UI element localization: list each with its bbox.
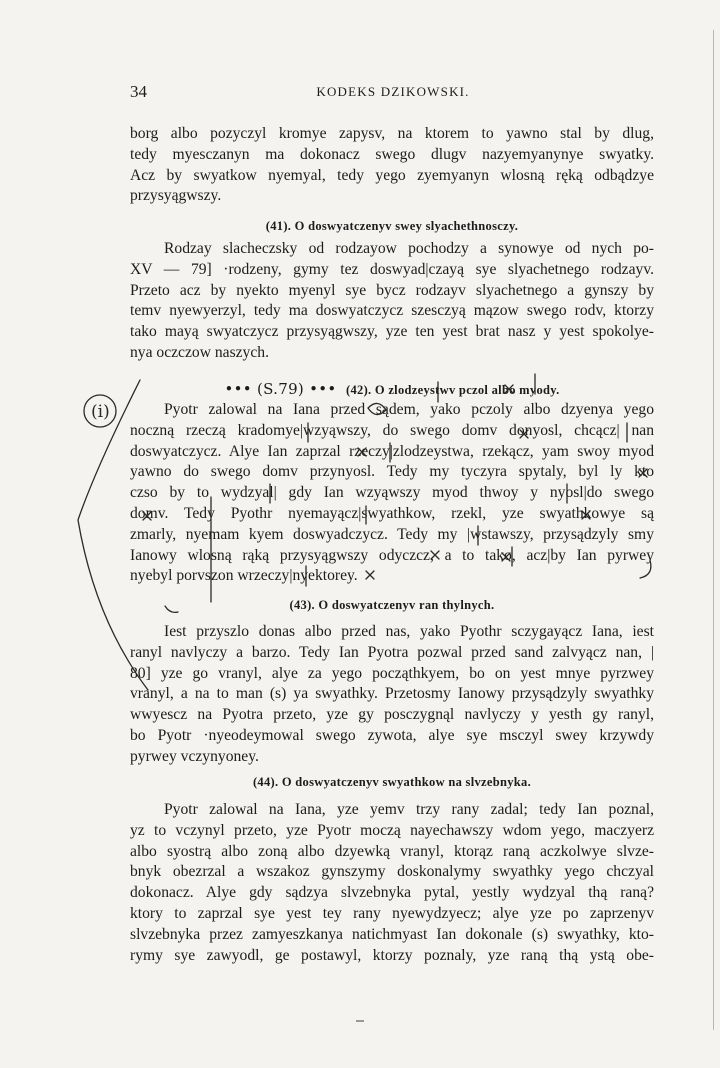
- text-line: Iest przyszlo donas albo przed nas, yako Pyothr sczygayącz Iana, iest: [164, 623, 654, 640]
- text-line: bnyk obezrzal a wszakoz gynszymy doskonalymy swyathky yego chczyal: [130, 863, 654, 881]
- page-number: 34: [130, 82, 147, 101]
- page-edge-shadow: [713, 30, 714, 1030]
- text-line: Rodzay slacheczsky od rodzayow pochodzy a synowye od nych po-: [164, 240, 654, 257]
- paragraph-4: [130, 622, 654, 768]
- text-line: zmarly, nyemam kyem doswyadczycz. Tedy my |wstawszy, przysądzyly smy: [130, 525, 654, 543]
- text-line: tedy myesczanyn ma dokonacz swego dlugv nazyemyanynye swyatky.: [130, 145, 654, 163]
- page-header: [130, 82, 656, 106]
- text-line: slvzebnyka przez zamyeszkanya natichmyast Ian dokonale (s) swyathky, kto-: [130, 925, 654, 943]
- running-title: KODEKS DZIKOWSKI.: [316, 84, 470, 99]
- section-heading-44: (44). O doswyatczenyv swyathkow na slvzebnyka.: [252, 775, 532, 789]
- text-line: dokonacz. Alye gdy sądzya slvzebnyka pytal, yestly wydzyal thą raną?: [130, 884, 654, 902]
- text-line: vranyl, a na to man (s) ya swyathky. Przetosmy Ianowy przysądzyly swyathky: [130, 685, 654, 703]
- text-line: przysyągwszy.: [130, 187, 222, 205]
- text-line: Pyotr zalowal na Iana, yze yemv trzy rany zadal; tedy Ian poznal,: [164, 801, 654, 818]
- text-line: XV — 79] ·rodzeny, gymy tez doswyad|czayą sye slyachetnego rodzayv.: [130, 260, 654, 278]
- paragraph-5: [130, 800, 654, 966]
- text-line: albo syostrą albo zoną albo dzyewką vranyl, ktorąz raną aczkolwye slvze-: [130, 842, 654, 860]
- text-line: nyebyl porvszon wrzeczy|nyektorey.: [130, 567, 358, 585]
- text-line: Acz by swyatkow nyemyal, tedy yego zyemyanyn wlosną ręką odbądzye: [130, 166, 654, 184]
- paragraph-3: [130, 400, 654, 587]
- text-line: wwyescz na Pyotra przeto, yze gy posczygnąl navlyczy y yesth gy ranyl,: [130, 706, 654, 724]
- paragraph-1: [130, 124, 654, 207]
- text-line: tako mayą swyatczycz przysyągwszy, yze ten yest brat nasz y yest spokolye-: [130, 323, 654, 341]
- heading-42-text: (42). O zlodzeystwv pczol albo myody.: [346, 383, 560, 397]
- text-line: Ianowy wlosną rąką przysyągwszy odyczcz, a to tako, acz|by Ian pyrwey: [130, 546, 654, 564]
- text-line: pyrwey vczynyoney.: [130, 747, 259, 765]
- heading-42-annotation: ••• (S.79) •••: [224, 380, 337, 398]
- margin-circle: [84, 395, 116, 427]
- text-line: 80] yze go vranyl, alye za yego począthkyem, bo on yest mnye pyrzwey: [130, 664, 654, 682]
- text-line: Pyotr zalowal na Iana przed sądem, yako pczoly albo dzyenya yego: [164, 401, 654, 418]
- text-line: nya oczczow naszych.: [130, 343, 269, 361]
- section-heading-43: (43). O doswyatczenyv ran thylnych.: [289, 598, 495, 612]
- text-line: ranyl navlyczy a barzo. Tedy Ian Pyotra pozwal przed sand zalvyącz nan, |: [130, 643, 654, 661]
- text-line: noczną rzeczą kradomye|wzyąwszy, do swego domv donyosl, chcącz| nan: [130, 421, 654, 439]
- text-line: domv. Tedy Pyothr nyemayącz|swyathkow, rzekl, yze swyathkowye są: [130, 504, 654, 522]
- margin-note-label: (i): [91, 402, 110, 422]
- section-heading-41: (41). O doswyatczenyv swey slyachethnosczy.: [265, 219, 519, 233]
- paragraph-2: [130, 239, 654, 364]
- text-line: yawno do swego domv przynyosl. Tedy my tyczyra spytaly, byl ly kto: [130, 463, 654, 481]
- text-line: Przeto acz by nyekto myenyl sye bycz rodzayv slyachetnego a gynszy by: [130, 281, 654, 299]
- text-line: yz to vczynyl przeto, yze Pyotr moczą nayechawszy wdom yego, maczyerz: [130, 821, 654, 839]
- text-line: bo Pyotr ·nyeodeymowal swego zywota, alye sye msczyl swey krzywdy: [130, 726, 654, 744]
- text-line: temv nyewyerzyl, tedy ma doswyatczycz szesczyą mązow swego rodv, ktorzy: [130, 302, 654, 320]
- text-line: borg albo pozyczyl kromye zapysv, na ktorem to yawno stal by dlug,: [130, 125, 654, 142]
- text-line: rymy sye zawyodl, ge postawyl, ktorzy poznaly, yze raną thą ystą obe-: [130, 946, 654, 964]
- scan-speck: [356, 1020, 364, 1022]
- text-line: doswyatczycz. Alye Ian zaprzal rzeczy|zlodzeystwa, rzekącz, yam swoy myod: [130, 442, 654, 460]
- section-heading-42: [130, 380, 654, 398]
- text-line: czso by to wydzyal| gdy Ian wzyąwszy myod thwoy y nyosl|do swego: [130, 484, 654, 502]
- text-line: ktory to zaprzal sye yest tey rany nyewydzyecz; alye yze po zaprzenyv: [130, 904, 654, 922]
